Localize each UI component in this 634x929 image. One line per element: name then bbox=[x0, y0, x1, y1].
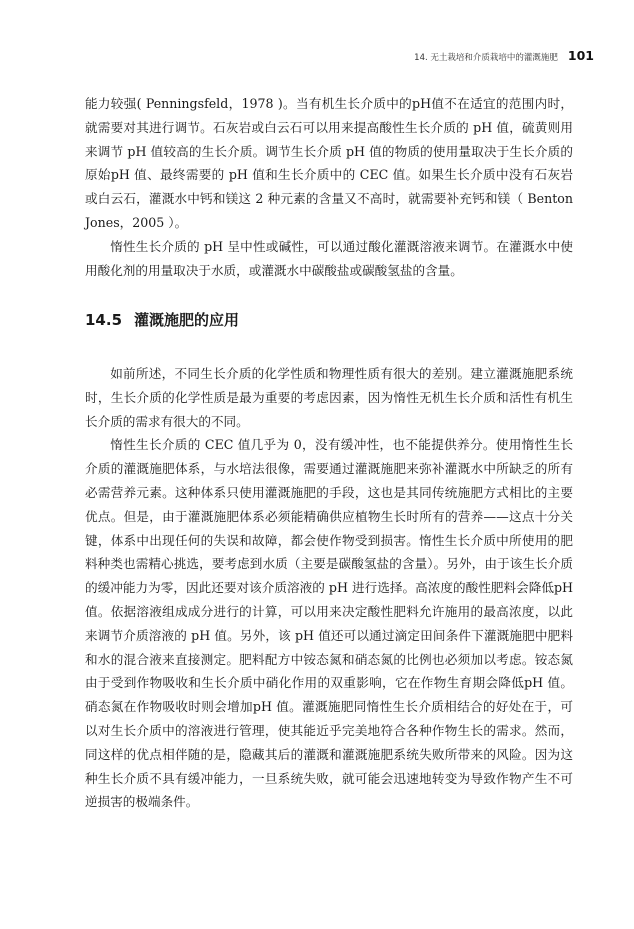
paragraph: 惰性生长介质的 pH 呈中性或碱性，可以通过酸化灌溉溶液来调节。在灌溉水中使用酸化剂的用量取决于水质，或灌溉水中碳酸盐或碳酸氢盐的含量。 bbox=[85, 238, 573, 278]
paragraph: 惰性生长介质的 CEC 值几乎为 0，没有缓冲性，也不能提供养分。使用惰性生长介质的灌溉施肥体系，与水培法很像，需要通过灌溉施肥来弥补灌溉水中所缺乏的所有必需营养元素。这种体系只使用灌溉施肥的手段，这也是其同传统施肥方式相比的主要优点。但是，由于灌溉施肥体系必须能精确供应植物生长时所有的营养——这点十分关键，体系中出现任何的失误和故障，都会使作物受到损害。惰性生长介质中所使用的肥料种类也需精心挑选，要考虑到水质（主要是碳酸氢盐的含量）。另外，由于该生长介质的缓冲能力为零，因此还要对该介质溶液的 pH 进行选择。高浓度的酸性肥料会降低pH 值。依据溶液组成成分进行的计算，可以用来决定酸性肥料允许施用的最高浓度，以此来调节介质溶液的 pH 值。另外，该 pH 值还可以通过滴定田间条件下灌溉施肥中肥料和水的混合液来直接测定。肥料配方中铵态氮和硝态氮的比例也必须加以考虑。铵态氮由于受到作物吸收和生长介质中硝化作用的双重影响，它在作物生育期会降低pH 值。硝态氮在作物吸收时则会增加pH 值。灌溉施肥同惰性生长介质相结合的好处在于，可以对生长介质中的溶液进行管理，使其能近乎完美地符合各种作物生长的需求。然而，同这样的优点相伴随的是，隐藏其后的灌溉和灌溉施肥系统失败所带来的风险。因为这种生长介质不具有缓冲能力，一旦系统失败，就可能会迅速地转变为导致作物产生不可逆损害的极端条件。 bbox=[85, 437, 573, 810]
section-heading bbox=[85, 309, 239, 330]
paragraph: 能力较强( Penningsfeld，1978 )。当有机生长介质中的pH值不在适宜的范围内时，就需要对其进行调节。石灰岩或白云石可以用来提高酸性生长介质的 pH 值，硫黄则用来调节 pH 值较高的生长介质。调节生长介质 pH 值的物质的使用量取决于生长介质的原始pH 值、最终需要的 pH 值和生长介质中的 CEC 值。如果生长介质中没有石灰岩或白云石，灌溉水中钙和镁这 2 种元素的含量又不高时，就需要补充钙和镁（ Benton Jones，2005 ）。 bbox=[85, 96, 573, 230]
section-number: 14.5 bbox=[85, 311, 123, 329]
paragraph: 如前所述，不同生长介质的化学性质和物理性质有很大的差别。建立灌溉施肥系统时，生长介质的化学性质是最为重要的考虑因素，因为惰性无机生长介质和活性有机生长介质的需求有很大的不同。 bbox=[85, 366, 573, 429]
section-title: 灌溉施肥的应用 bbox=[134, 311, 240, 329]
page-number: 101 bbox=[567, 48, 594, 63]
running-header bbox=[414, 48, 594, 63]
chapter-title: 14. 无土栽培和介质栽培中的灌溉施肥 bbox=[414, 53, 558, 63]
body-text-top bbox=[85, 92, 573, 282]
body-text-bottom bbox=[85, 362, 573, 814]
